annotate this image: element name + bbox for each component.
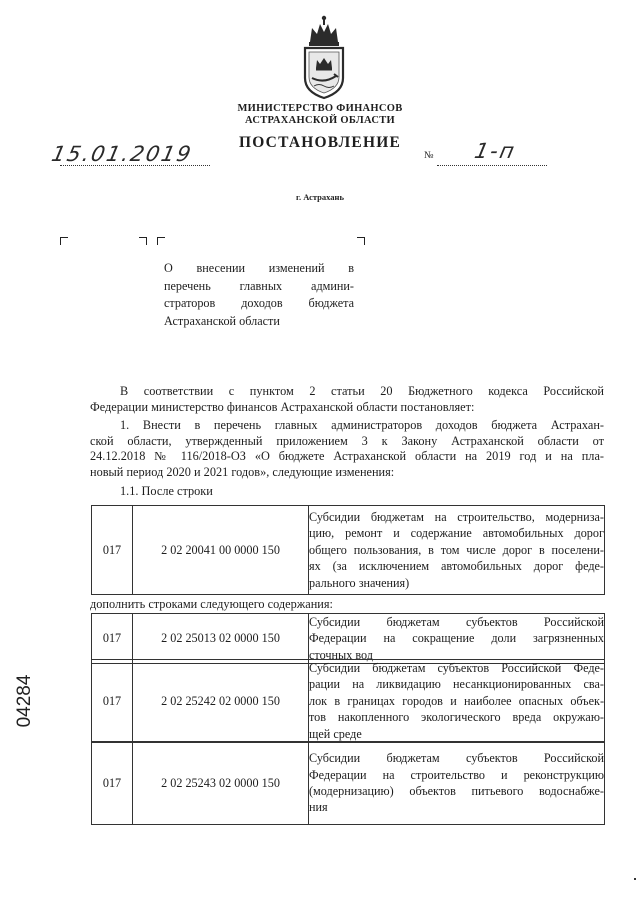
paragraph-line: новый период 2020 и 2021 годов», следующие изменения:: [90, 464, 395, 479]
number-underline: [437, 165, 547, 166]
admin-code-cell: 017: [92, 742, 133, 825]
admin-code-cell: 017: [92, 614, 133, 664]
scan-speck: [634, 878, 636, 880]
description-line: щей среде: [309, 726, 362, 741]
budget-code-cell: 2 02 20041 00 0000 150: [133, 506, 309, 595]
bracket-corner-top-left: [60, 237, 68, 245]
handwritten-date: 15.01.2019: [49, 142, 195, 166]
description-line: Субсидии бюджетам на строительство, модерниза-: [309, 509, 604, 524]
description-line: Субсидии бюджетам субъектов Российской Феде-: [309, 661, 604, 675]
description-line: Субсидии бюджетам субъектов Российской: [309, 751, 604, 766]
table-row: [92, 742, 605, 825]
added-rows-table: [91, 613, 605, 664]
paragraph-line: ской области, утвержденный приложением 3 к Закону Астраханской области от: [90, 433, 604, 448]
admin-code-cell: 017: [92, 660, 133, 743]
added-rows-table: [91, 741, 605, 825]
bracket-corner-top-left: [157, 237, 165, 245]
paragraph-line: 1.1. После строки: [120, 484, 213, 498]
description-line: тов накопленного экологического вреда окружаю-: [309, 710, 604, 725]
preamble-paragraph: [90, 384, 604, 415]
city-name: г. Астрахань: [296, 192, 344, 202]
description-line: Федерации на сокращение доли загрязненных: [309, 631, 604, 646]
paragraph-line: 24.12.2018 № 116/2018-ОЗ «О бюджете Астраханской области на 2019 год и на пла-: [90, 449, 604, 464]
table-row: [92, 614, 605, 664]
item-1-paragraph: [90, 418, 604, 480]
description-line: общего пользования, в том числе дорог в поселени-: [309, 542, 604, 557]
description-line: ях (за исключением автомобильных дорог феде-: [309, 559, 604, 574]
budget-code-cell: 2 02 25013 02 0000 150: [133, 614, 309, 664]
table-row: [92, 506, 605, 595]
paragraph-line: дополнить строками следующего содержания:: [90, 597, 333, 611]
ministry-name-line1: МИНИСТЕРСТВО ФИНАНСОВ: [237, 103, 403, 114]
paragraph-line: 1. Внести в перечень главных администраторов доходов бюджета Астрахан-: [120, 418, 604, 432]
document-subject: [164, 260, 354, 330]
subject-line: Астраханской области: [164, 313, 280, 328]
paragraph-line: Федерации министерство финансов Астраханской области постановляет:: [90, 399, 475, 414]
add-rows-paragraph: [90, 597, 604, 613]
description-line: (модернизацию) объектов питьевого водоснабже-: [309, 784, 604, 798]
admin-code-cell: 017: [92, 506, 133, 595]
budget-code-cell: 2 02 25242 02 0000 150: [133, 660, 309, 743]
description-line: ния: [309, 800, 328, 815]
existing-row-table: [91, 505, 605, 595]
description-line: цию, ремонт и содержание автомобильных дорог: [309, 526, 604, 541]
date-underline: [60, 165, 210, 166]
description-line: сточных вод: [309, 647, 373, 662]
registration-stamp-number: 04284: [14, 674, 35, 728]
handwritten-doc-number: 1-п: [472, 139, 519, 163]
coat-of-arms-emblem: [296, 12, 352, 100]
description-cell: [309, 742, 605, 825]
ministry-name-line2: АСТРАХАНСКОЙ ОБЛАСТИ: [244, 115, 395, 126]
description-cell: [309, 614, 605, 664]
bracket-corner-top-right: [357, 237, 365, 245]
description-line: рации на ликвидацию несанкционированных сва-: [309, 677, 604, 692]
item-1-1-paragraph: [90, 484, 604, 500]
subject-line: О внесении изменений в: [164, 261, 354, 275]
description-cell: [309, 660, 605, 743]
description-line: Федерации на строительство и реконструкцию: [309, 767, 604, 782]
paragraph-line: В соответствии с пунктом 2 статьи 20 Бюджетного кодекса Российской: [120, 384, 604, 398]
bracket-corner-top-right: [139, 237, 147, 245]
added-rows-table: [91, 659, 605, 743]
document-type-title: ПОСТАНОВЛЕНИЕ: [238, 134, 402, 151]
budget-code-cell: 2 02 25243 02 0000 150: [133, 742, 309, 825]
description-line: лок в границах городов и наиболее опасных объек-: [309, 693, 604, 708]
description-line: рального значения): [309, 575, 410, 590]
subject-line: перечень главных админи-: [164, 278, 354, 293]
description-cell: [309, 506, 605, 595]
description-line: Субсидии бюджетам субъектов Российской: [309, 615, 604, 629]
number-sign: №: [424, 150, 434, 161]
subject-line: страторов доходов бюджета: [164, 296, 354, 310]
table-row: [92, 660, 605, 743]
